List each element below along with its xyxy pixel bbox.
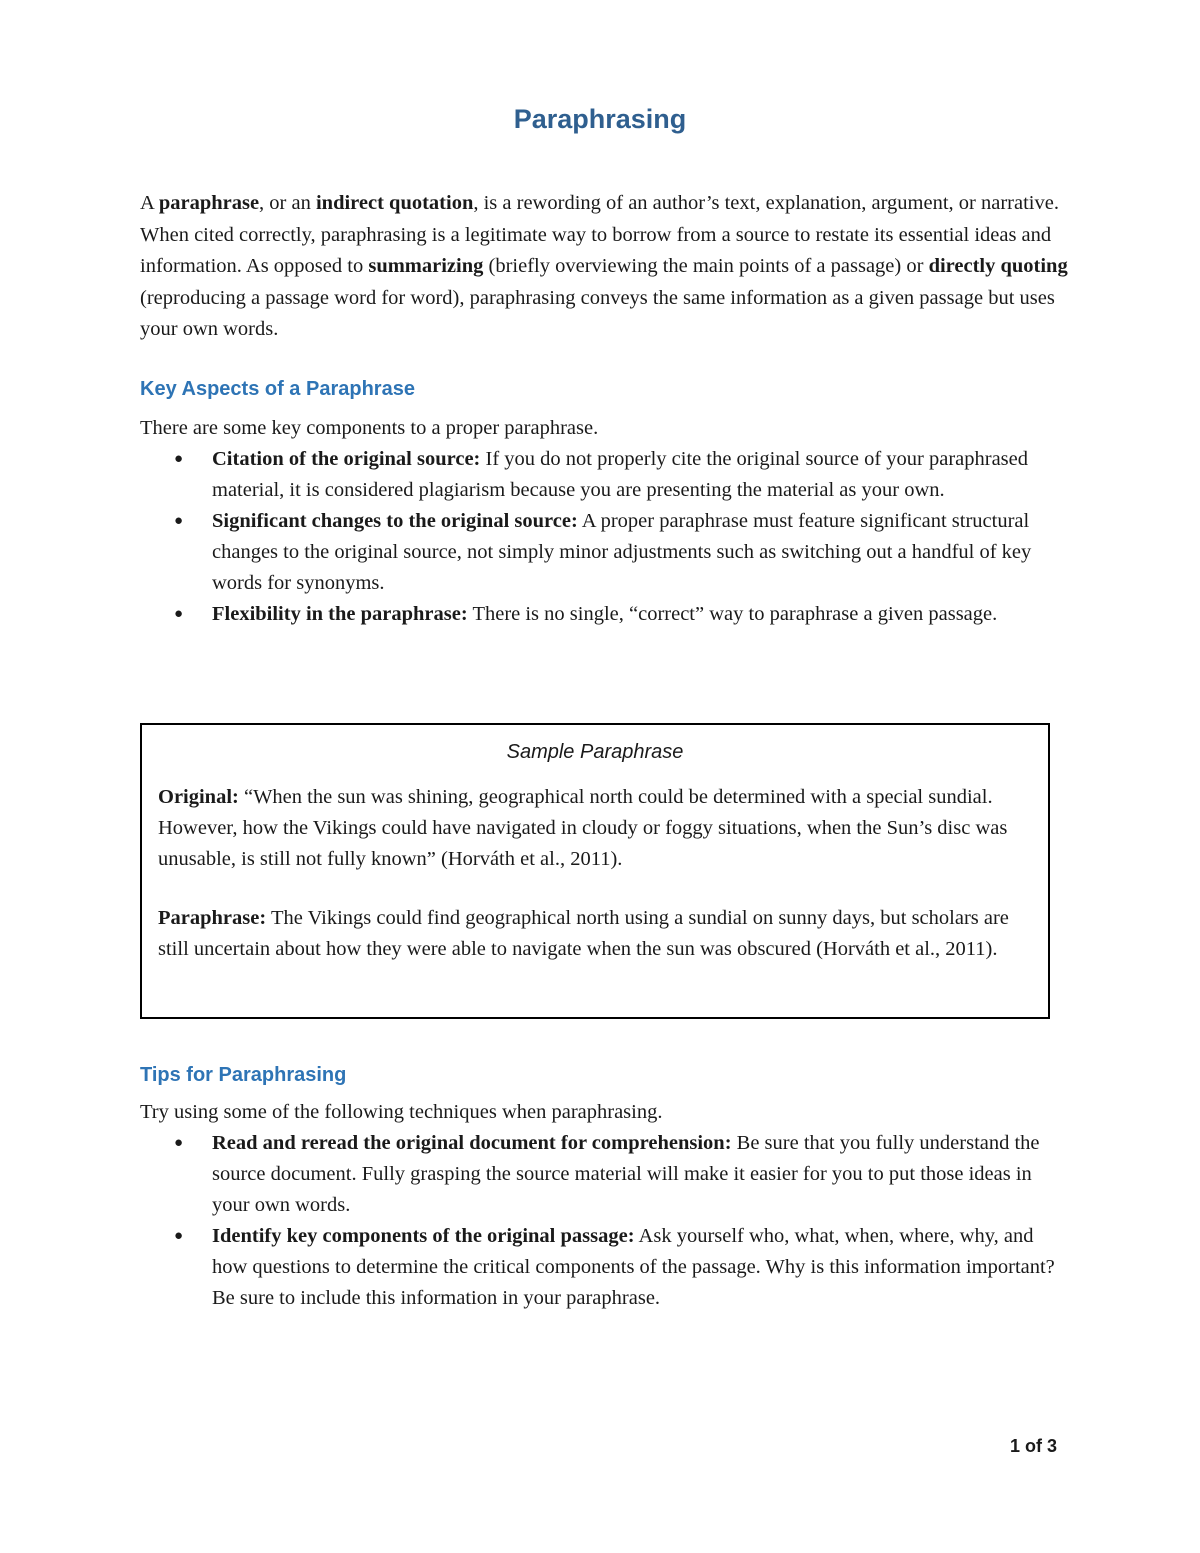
intro-text: (reproducing a passage word for word), paraphrasing conveys the same information as a given passage but uses your own words. xyxy=(140,286,1055,340)
list-item xyxy=(140,444,1065,506)
item-label: Flexibility in the paraphrase: xyxy=(212,603,468,625)
list-item xyxy=(140,599,1065,630)
list-item xyxy=(140,1221,1065,1314)
intro-text: A xyxy=(140,192,159,214)
bullet-icon: ● xyxy=(174,451,184,467)
list-item xyxy=(140,1128,1065,1221)
term-paraphrase: paraphrase xyxy=(158,192,260,214)
item-text: Ask yourself who, what, when, where, why, and how questions to determine the critical components of the passage. Why is this information important? Be sure to include this information in your paraphrase. xyxy=(212,1225,1055,1309)
bullet-icon: ● xyxy=(174,513,184,529)
item-text: Be sure that you fully understand the source document. Fully grasping the source material will make it easier for you to put those ideas in your own words. xyxy=(212,1132,1040,1216)
page-number: 1 of 3 xyxy=(1009,1436,1057,1456)
item-text: There is no single, “correct” way to paraphrase a given passage. xyxy=(467,603,998,625)
sample-paraphrase-box xyxy=(140,723,1050,1019)
page-title: Paraphrasing xyxy=(513,104,687,134)
key-aspects-lead: There are some key components to a proper paraphrase. xyxy=(140,417,599,439)
term-indirect-quotation: indirect quotation xyxy=(315,192,474,214)
sample-title: Sample Paraphrase xyxy=(506,741,684,763)
intro-text: , is a rewording of an author’s text, explanation, argument, or narrative. When cited correctly, paraphrasing is a legitimate way to borrow from a source to restate its essential ideas and information. As opposed to xyxy=(140,192,1059,277)
original-text: “When the sun was shining, geographical north could be determined with a special sundial. However, how the Vikings could have navigated in cloudy or foggy situations, when the Sun’s disc was unusable, is still not fully known” (Horváth et al., 2011). xyxy=(158,786,1008,870)
tips-heading: Tips for Paraphrasing xyxy=(140,1064,347,1086)
paraphrase-text: The Vikings could find geographical north using a sundial on sunny days, but scholars are still uncertain about how they were able to navigate when the sun was obscured (Horváth et al., 2011). xyxy=(158,907,1009,960)
bullet-icon: ● xyxy=(174,1228,184,1244)
key-aspects-list xyxy=(140,444,1065,630)
bullet-icon: ● xyxy=(174,606,184,622)
tips-list xyxy=(140,1128,1065,1314)
paraphrase-example xyxy=(158,903,1038,965)
item-label: Read and reread the original document for comprehension: xyxy=(212,1132,732,1154)
bullet-icon: ● xyxy=(174,1135,184,1151)
item-text: A proper paraphrase must feature significant structural changes to the original source, not simply minor adjustments such as switching out a handful of key words for synonyms. xyxy=(212,510,1032,594)
original-quote xyxy=(158,782,1038,875)
intro-text: , or an xyxy=(259,192,316,214)
list-item xyxy=(140,506,1065,599)
key-aspects-heading: Key Aspects of a Paraphrase xyxy=(140,378,415,400)
original-label: Original: xyxy=(158,786,239,808)
item-text: If you do not properly cite the original source of your paraphrased material, it is considered plagiarism because you are presenting the material as your own. xyxy=(212,448,1028,501)
intro-paragraph xyxy=(140,188,1070,346)
item-label: Identify key components of the original passage: xyxy=(212,1225,635,1247)
tips-lead: Try using some of the following techniques when paraphrasing. xyxy=(140,1101,663,1123)
term-directly-quoting: directly quoting xyxy=(928,255,1068,277)
item-label: Citation of the original source: xyxy=(212,448,481,470)
intro-text: (briefly overviewing the main points of a passage) or xyxy=(483,255,929,277)
term-summarizing: summarizing xyxy=(368,255,484,277)
item-label: Significant changes to the original source: xyxy=(212,510,578,532)
paraphrase-label: Paraphrase: xyxy=(158,907,267,929)
